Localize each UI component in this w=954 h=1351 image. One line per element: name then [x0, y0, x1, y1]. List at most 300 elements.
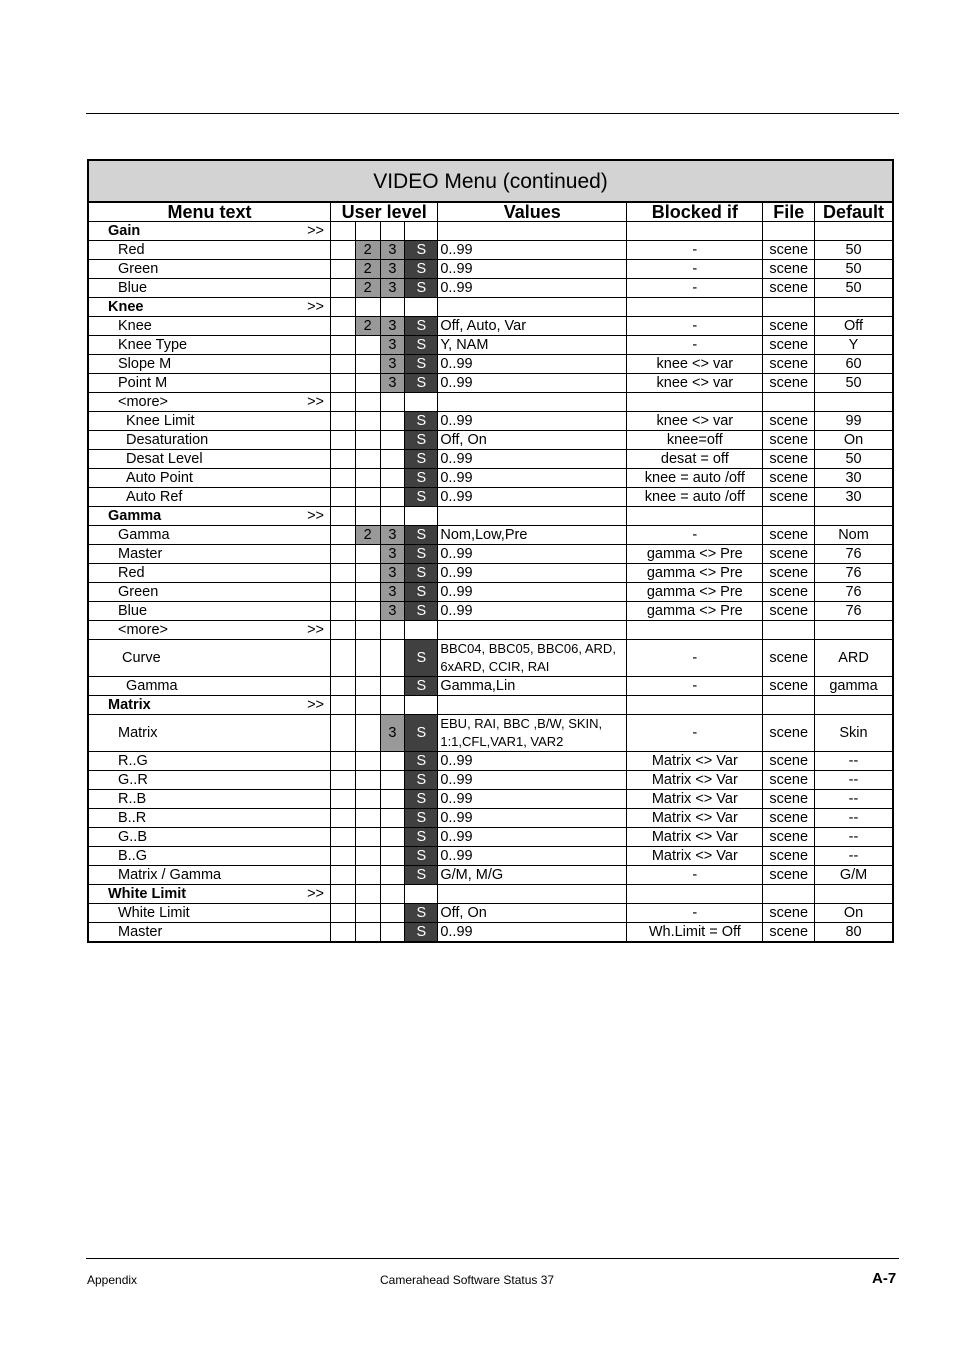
menu-text-label: Knee Limit: [126, 412, 195, 429]
file-cell: scene: [763, 488, 815, 507]
menu-text-label: Slope M: [118, 355, 172, 372]
default-cell: 76: [815, 564, 893, 583]
file-cell: [763, 393, 815, 412]
menu-text-cell: [88, 564, 331, 583]
header-blocked-if: Blocked if: [627, 202, 763, 222]
values-cell: 0..99: [438, 583, 627, 602]
footer-section: Appendix: [87, 1273, 138, 1287]
user-level-l1-cell: [331, 771, 356, 790]
values-cell: EBU, RAI, BBC ,B/W, SKIN, 1:1,CFL,VAR1, VAR2: [438, 715, 627, 752]
default-cell: --: [815, 847, 893, 866]
default-cell: 60: [815, 355, 893, 374]
values-cell: 0..99: [438, 847, 627, 866]
user-level-l1-cell: [331, 602, 356, 621]
default-cell: 30: [815, 469, 893, 488]
user-level-l3-cell: [380, 450, 405, 469]
user-level-l4-cell: S: [405, 317, 438, 336]
user-level-l3-cell: [380, 866, 405, 885]
default-cell: 50: [815, 260, 893, 279]
user-level-l1-cell: [331, 488, 356, 507]
table-row: [88, 260, 893, 279]
values-cell: 0..99: [438, 260, 627, 279]
user-level-l2-cell: [355, 866, 380, 885]
user-level-l4-cell: S: [405, 828, 438, 847]
user-level-l4-cell: S: [405, 336, 438, 355]
file-cell: [763, 885, 815, 904]
values-cell: Nom,Low,Pre: [438, 526, 627, 545]
default-cell: --: [815, 790, 893, 809]
menu-text-label: B..G: [118, 847, 148, 864]
values-cell: [438, 298, 627, 317]
menu-text-label: Master: [118, 545, 163, 562]
menu-text-cell: [88, 640, 331, 677]
user-level-l2-cell: [355, 640, 380, 677]
header-file: File: [763, 202, 815, 222]
menu-text-cell: [88, 545, 331, 564]
table-row: [88, 545, 893, 564]
blocked-if-cell: [627, 696, 763, 715]
user-level-l2-cell: 2: [355, 317, 380, 336]
menu-text-cell: [88, 450, 331, 469]
menu-text-label: Green: [118, 260, 159, 277]
values-cell: 0..99: [438, 450, 627, 469]
blocked-if-cell: knee=off: [627, 431, 763, 450]
menu-text-label: Gamma: [118, 526, 170, 543]
user-level-l2-cell: [355, 904, 380, 923]
menu-text-label: <more>: [118, 621, 168, 638]
user-level-l2-cell: [355, 488, 380, 507]
table-row: [88, 640, 893, 677]
table-title: VIDEO Menu (continued): [88, 160, 893, 202]
values-cell: Off, On: [438, 431, 627, 450]
menu-text-label: Point M: [118, 374, 168, 391]
user-level-l1-cell: [331, 279, 356, 298]
menu-text-cell: [88, 260, 331, 279]
blocked-if-cell: Matrix <> Var: [627, 790, 763, 809]
file-cell: scene: [763, 828, 815, 847]
blocked-if-cell: -: [627, 241, 763, 260]
user-level-l3-cell: 3: [380, 260, 405, 279]
user-level-l4-cell: [405, 621, 438, 640]
file-cell: scene: [763, 564, 815, 583]
file-cell: scene: [763, 545, 815, 564]
menu-text-label: G..R: [118, 771, 148, 788]
menu-text-cell: [88, 866, 331, 885]
blocked-if-cell: -: [627, 526, 763, 545]
values-cell: 0..99: [438, 923, 627, 943]
menu-text-cell: [88, 828, 331, 847]
file-cell: scene: [763, 602, 815, 621]
menu-text-cell: [88, 336, 331, 355]
table-row: [88, 374, 893, 393]
default-cell: 30: [815, 488, 893, 507]
file-cell: [763, 507, 815, 526]
user-level-l3-cell: [380, 904, 405, 923]
blocked-if-cell: -: [627, 677, 763, 696]
submenu-arrow: >>: [307, 621, 325, 638]
default-cell: 50: [815, 241, 893, 260]
table-row: [88, 450, 893, 469]
menu-text-label: Curve: [122, 649, 161, 666]
user-level-l2-cell: [355, 752, 380, 771]
menu-text-label: Knee: [108, 298, 144, 315]
menu-text-label: Desaturation: [126, 431, 209, 448]
menu-text-label: R..G: [118, 752, 148, 769]
blocked-if-cell: knee <> var: [627, 374, 763, 393]
user-level-l3-cell: 3: [380, 374, 405, 393]
menu-text-label: Matrix: [118, 724, 158, 741]
user-level-l4-cell: S: [405, 771, 438, 790]
user-level-l4-cell: S: [405, 923, 438, 943]
table-row: [88, 677, 893, 696]
file-cell: scene: [763, 241, 815, 260]
user-level-l3-cell: [380, 677, 405, 696]
values-cell: 0..99: [438, 790, 627, 809]
default-cell: --: [815, 771, 893, 790]
menu-text-cell: [88, 885, 331, 904]
values-cell: 0..99: [438, 279, 627, 298]
user-level-l2-cell: [355, 621, 380, 640]
table-row: [88, 621, 893, 640]
user-level-l2-cell: [355, 564, 380, 583]
file-cell: scene: [763, 374, 815, 393]
user-level-l4-cell: [405, 696, 438, 715]
menu-text-label: Knee: [118, 317, 152, 334]
values-cell: Gamma,Lin: [438, 677, 627, 696]
user-level-l1-cell: [331, 866, 356, 885]
blocked-if-cell: -: [627, 260, 763, 279]
blocked-if-cell: [627, 222, 763, 241]
default-cell: [815, 885, 893, 904]
default-cell: 50: [815, 374, 893, 393]
file-cell: scene: [763, 771, 815, 790]
user-level-l2-cell: [355, 677, 380, 696]
file-cell: scene: [763, 279, 815, 298]
user-level-l2-cell: [355, 412, 380, 431]
menu-text-label: Desat Level: [126, 450, 203, 467]
user-level-l1-cell: [331, 923, 356, 943]
blocked-if-cell: -: [627, 904, 763, 923]
menu-text-cell: [88, 279, 331, 298]
menu-text-cell: [88, 583, 331, 602]
blocked-if-cell: -: [627, 279, 763, 298]
default-cell: 99: [815, 412, 893, 431]
user-level-l2-cell: [355, 790, 380, 809]
default-cell: Y: [815, 336, 893, 355]
user-level-l4-cell: S: [405, 279, 438, 298]
file-cell: scene: [763, 790, 815, 809]
blocked-if-cell: knee = auto /off: [627, 469, 763, 488]
user-level-l3-cell: [380, 431, 405, 450]
user-level-l1-cell: [331, 374, 356, 393]
file-cell: scene: [763, 752, 815, 771]
user-level-l3-cell: [380, 885, 405, 904]
user-level-l4-cell: S: [405, 260, 438, 279]
user-level-l1-cell: [331, 450, 356, 469]
user-level-l2-cell: 2: [355, 260, 380, 279]
menu-text-cell: [88, 602, 331, 621]
menu-text-label: Blue: [118, 279, 148, 296]
submenu-arrow: >>: [307, 222, 325, 239]
user-level-l4-cell: S: [405, 545, 438, 564]
user-level-l2-cell: [355, 696, 380, 715]
user-level-l3-cell: [380, 488, 405, 507]
user-level-l1-cell: [331, 677, 356, 696]
values-cell: 0..99: [438, 828, 627, 847]
header-menu-text: Menu text: [88, 202, 331, 222]
user-level-l4-cell: [405, 507, 438, 526]
default-cell: Skin: [815, 715, 893, 752]
menu-text-label: Auto Point: [126, 469, 193, 486]
menu-text-label: Matrix / Gamma: [118, 866, 222, 883]
values-cell: [438, 507, 627, 526]
user-level-l4-cell: S: [405, 866, 438, 885]
menu-text-cell: [88, 374, 331, 393]
user-level-l2-cell: [355, 222, 380, 241]
values-cell: 0..99: [438, 374, 627, 393]
default-cell: 50: [815, 279, 893, 298]
user-level-l2-cell: 2: [355, 526, 380, 545]
user-level-l2-cell: [355, 923, 380, 943]
table-row: [88, 317, 893, 336]
user-level-l4-cell: S: [405, 488, 438, 507]
menu-text-cell: [88, 355, 331, 374]
user-level-l1-cell: [331, 260, 356, 279]
menu-text-cell: [88, 241, 331, 260]
user-level-l2-cell: [355, 393, 380, 412]
user-level-l3-cell: [380, 923, 405, 943]
menu-text-cell: [88, 507, 331, 526]
blocked-if-cell: -: [627, 715, 763, 752]
file-cell: scene: [763, 866, 815, 885]
default-cell: gamma: [815, 677, 893, 696]
table-row: [88, 866, 893, 885]
default-cell: [815, 222, 893, 241]
menu-text-cell: [88, 771, 331, 790]
header-rule: [86, 113, 899, 114]
user-level-l3-cell: 3: [380, 583, 405, 602]
values-cell: BBC04, BBC05, BBC06, ARD, 6xARD, CCIR, RAI: [438, 640, 627, 677]
user-level-l2-cell: [355, 355, 380, 374]
user-level-l1-cell: [331, 809, 356, 828]
user-level-l1-cell: [331, 790, 356, 809]
user-level-l2-cell: [355, 469, 380, 488]
menu-text-cell: [88, 412, 331, 431]
menu-text-cell: [88, 847, 331, 866]
values-cell: [438, 222, 627, 241]
menu-text-label: Gamma: [126, 677, 178, 694]
user-level-l2-cell: [355, 715, 380, 752]
header-values: Values: [438, 202, 627, 222]
default-cell: On: [815, 431, 893, 450]
user-level-l3-cell: [380, 621, 405, 640]
menu-text-label: White Limit: [118, 904, 190, 921]
blocked-if-cell: knee <> var: [627, 355, 763, 374]
user-level-l4-cell: S: [405, 450, 438, 469]
menu-text-label: Gamma: [108, 507, 162, 524]
menu-text-label: Knee Type: [118, 336, 188, 353]
user-level-l1-cell: [331, 469, 356, 488]
table-row: [88, 847, 893, 866]
user-level-l4-cell: S: [405, 640, 438, 677]
user-level-l2-cell: [355, 450, 380, 469]
user-level-l4-cell: S: [405, 809, 438, 828]
table-row: [88, 393, 893, 412]
menu-text-cell: [88, 621, 331, 640]
blocked-if-cell: gamma <> Pre: [627, 602, 763, 621]
user-level-l2-cell: [355, 298, 380, 317]
user-level-l3-cell: [380, 222, 405, 241]
values-cell: [438, 885, 627, 904]
default-cell: 76: [815, 602, 893, 621]
file-cell: scene: [763, 640, 815, 677]
user-level-l1-cell: [331, 298, 356, 317]
blocked-if-cell: gamma <> Pre: [627, 545, 763, 564]
file-cell: scene: [763, 469, 815, 488]
user-level-l1-cell: [331, 564, 356, 583]
file-cell: scene: [763, 450, 815, 469]
section-row: [88, 222, 893, 241]
user-level-l3-cell: [380, 828, 405, 847]
user-level-l2-cell: [355, 809, 380, 828]
blocked-if-cell: [627, 885, 763, 904]
values-cell: 0..99: [438, 564, 627, 583]
user-level-l1-cell: [331, 526, 356, 545]
user-level-l4-cell: S: [405, 564, 438, 583]
user-level-l3-cell: 3: [380, 602, 405, 621]
blocked-if-cell: knee = auto /off: [627, 488, 763, 507]
user-level-l4-cell: [405, 298, 438, 317]
values-cell: 0..99: [438, 355, 627, 374]
values-cell: 0..99: [438, 752, 627, 771]
submenu-arrow: >>: [307, 507, 325, 524]
user-level-l3-cell: 3: [380, 564, 405, 583]
user-level-l2-cell: [355, 431, 380, 450]
user-level-l4-cell: S: [405, 241, 438, 260]
default-cell: 50: [815, 450, 893, 469]
user-level-l1-cell: [331, 696, 356, 715]
values-cell: 0..99: [438, 488, 627, 507]
menu-text-cell: [88, 298, 331, 317]
user-level-l3-cell: [380, 469, 405, 488]
values-cell: [438, 621, 627, 640]
table-row: [88, 752, 893, 771]
blocked-if-cell: Matrix <> Var: [627, 828, 763, 847]
user-level-l4-cell: [405, 222, 438, 241]
footer-rule: [86, 1258, 899, 1259]
file-cell: scene: [763, 923, 815, 943]
default-cell: 76: [815, 545, 893, 564]
file-cell: scene: [763, 904, 815, 923]
default-cell: Nom: [815, 526, 893, 545]
menu-text-cell: [88, 431, 331, 450]
blocked-if-cell: -: [627, 866, 763, 885]
user-level-l3-cell: 3: [380, 279, 405, 298]
user-level-l3-cell: [380, 393, 405, 412]
user-level-l3-cell: 3: [380, 241, 405, 260]
values-cell: [438, 393, 627, 412]
user-level-l3-cell: 3: [380, 545, 405, 564]
file-cell: scene: [763, 412, 815, 431]
user-level-l4-cell: [405, 393, 438, 412]
default-cell: [815, 393, 893, 412]
table-row: [88, 469, 893, 488]
user-level-l3-cell: [380, 507, 405, 526]
user-level-l4-cell: S: [405, 583, 438, 602]
file-cell: scene: [763, 847, 815, 866]
user-level-l1-cell: [331, 904, 356, 923]
values-cell: Off, Auto, Var: [438, 317, 627, 336]
values-cell: G/M, M/G: [438, 866, 627, 885]
user-level-l4-cell: S: [405, 847, 438, 866]
table-row: [88, 809, 893, 828]
table-row: [88, 526, 893, 545]
header-default: Default: [815, 202, 893, 222]
user-level-l2-cell: [355, 545, 380, 564]
section-row: [88, 298, 893, 317]
file-cell: [763, 222, 815, 241]
table-row: [88, 715, 893, 752]
blocked-if-cell: gamma <> Pre: [627, 564, 763, 583]
menu-text-label: R..B: [118, 790, 147, 807]
blocked-if-cell: Matrix <> Var: [627, 809, 763, 828]
user-level-l4-cell: S: [405, 790, 438, 809]
default-cell: --: [815, 809, 893, 828]
user-level-l3-cell: 3: [380, 355, 405, 374]
table-row: [88, 412, 893, 431]
file-cell: scene: [763, 260, 815, 279]
user-level-l1-cell: [331, 847, 356, 866]
menu-text-label: Red: [118, 564, 145, 581]
user-level-l2-cell: [355, 771, 380, 790]
blocked-if-cell: gamma <> Pre: [627, 583, 763, 602]
user-level-l3-cell: [380, 790, 405, 809]
file-cell: scene: [763, 431, 815, 450]
user-level-l3-cell: [380, 771, 405, 790]
user-level-l3-cell: [380, 809, 405, 828]
file-cell: [763, 298, 815, 317]
menu-text-cell: [88, 677, 331, 696]
menu-text-cell: [88, 393, 331, 412]
file-cell: scene: [763, 317, 815, 336]
user-level-l4-cell: S: [405, 355, 438, 374]
user-level-l1-cell: [331, 752, 356, 771]
file-cell: scene: [763, 583, 815, 602]
user-level-l2-cell: [355, 847, 380, 866]
user-level-l3-cell: 3: [380, 317, 405, 336]
values-cell: [438, 696, 627, 715]
menu-text-label: G..B: [118, 828, 148, 845]
blocked-if-cell: Matrix <> Var: [627, 847, 763, 866]
table-row: [88, 279, 893, 298]
user-level-l1-cell: [331, 431, 356, 450]
user-level-l1-cell: [331, 583, 356, 602]
menu-text-cell: [88, 488, 331, 507]
default-cell: G/M: [815, 866, 893, 885]
user-level-l3-cell: [380, 298, 405, 317]
table-row: [88, 355, 893, 374]
user-level-l1-cell: [331, 355, 356, 374]
table-row: [88, 241, 893, 260]
menu-text-label: White Limit: [108, 885, 187, 902]
user-level-l4-cell: S: [405, 431, 438, 450]
table-row: [88, 771, 893, 790]
table-row: [88, 790, 893, 809]
blocked-if-cell: Matrix <> Var: [627, 752, 763, 771]
user-level-l1-cell: [331, 241, 356, 260]
menu-text-cell: [88, 317, 331, 336]
menu-text-label: B..R: [118, 809, 147, 826]
